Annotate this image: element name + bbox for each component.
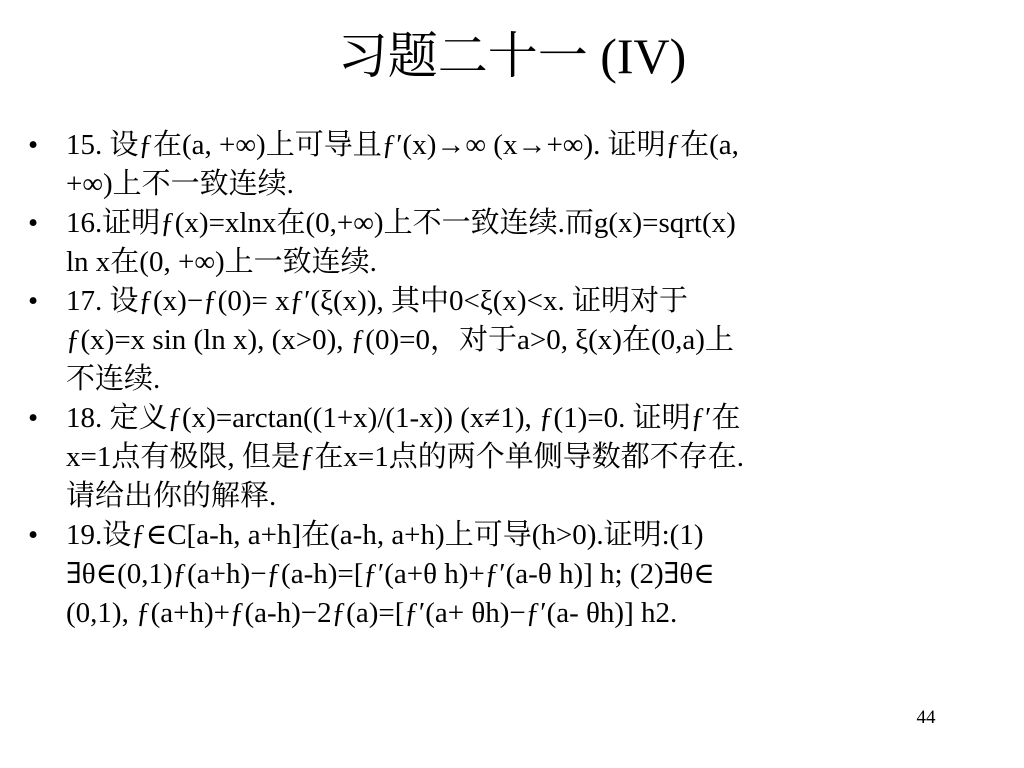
problem-15-line-2: +∞)上不一致连续.	[66, 168, 294, 200]
problem-15-line-1: 15. 设ƒ在(a, +∞)上可导且ƒ′(x)→∞ (x→+∞). 证明ƒ在(a,	[66, 129, 739, 161]
problem-16-line-1: 16.证明ƒ(x)=xlnx在(0,+∞)上不一致连续.而g(x)=sqrt(x)	[66, 207, 736, 239]
problem-16-line-2: ln x在(0, +∞)上一致连续.	[66, 246, 377, 278]
problem-item-16	[28, 204, 996, 282]
problem-19-line-3: (0,1), ƒ(a+h)+ƒ(a-h)−2ƒ(a)=[ƒ′(a+ θh)−ƒ′(a- θh)] h2.	[66, 597, 678, 629]
problem-item-17	[28, 282, 996, 399]
problem-17-line-2: ƒ(x)=x sin (ln x), (x>0), ƒ(0)=0，对于a>0, ξ(x)在(0,a)上	[66, 324, 734, 356]
problem-18-line-2: x=1点有极限, 但是ƒ在x=1点的两个单侧导数都不存在.	[66, 441, 744, 473]
problem-17-line-3: 不连续.	[66, 363, 161, 395]
problem-item-19	[28, 516, 996, 633]
bullet-icon: •	[28, 402, 39, 434]
problem-17-line-1: 17. 设ƒ(x)−ƒ(0)= xƒ′(ξ(x)), 其中0<ξ(x)<x. 证明对于	[66, 285, 688, 317]
bullet-icon: •	[28, 285, 39, 317]
problem-item-15	[28, 126, 996, 204]
problem-item-18	[28, 399, 996, 516]
problem-18-line-3: 请给出你的解释.	[66, 480, 277, 512]
bullet-icon: •	[28, 519, 39, 551]
problem-18-line-1: 18. 定义ƒ(x)=arctan((1+x)/(1-x)) (x≠1), ƒ(1)=0. 证明ƒ′在	[66, 402, 741, 434]
bullet-icon: •	[28, 207, 39, 239]
page-number: 44	[916, 707, 936, 728]
problem-list	[28, 126, 996, 633]
bullet-icon: •	[28, 129, 39, 161]
problem-19-line-1: 19.设ƒ∈C[a-h, a+h]在(a-h, a+h)上可导(h>0).证明:(1)	[66, 519, 704, 551]
slide-title: 习题二十一 (IV)	[337, 28, 687, 84]
problem-19-line-2: ∃θ∈(0,1)ƒ(a+h)−ƒ(a-h)=[ƒ′(a+θ h)+ƒ′(a-θ h)] h; (2)∃θ∈	[66, 558, 715, 590]
